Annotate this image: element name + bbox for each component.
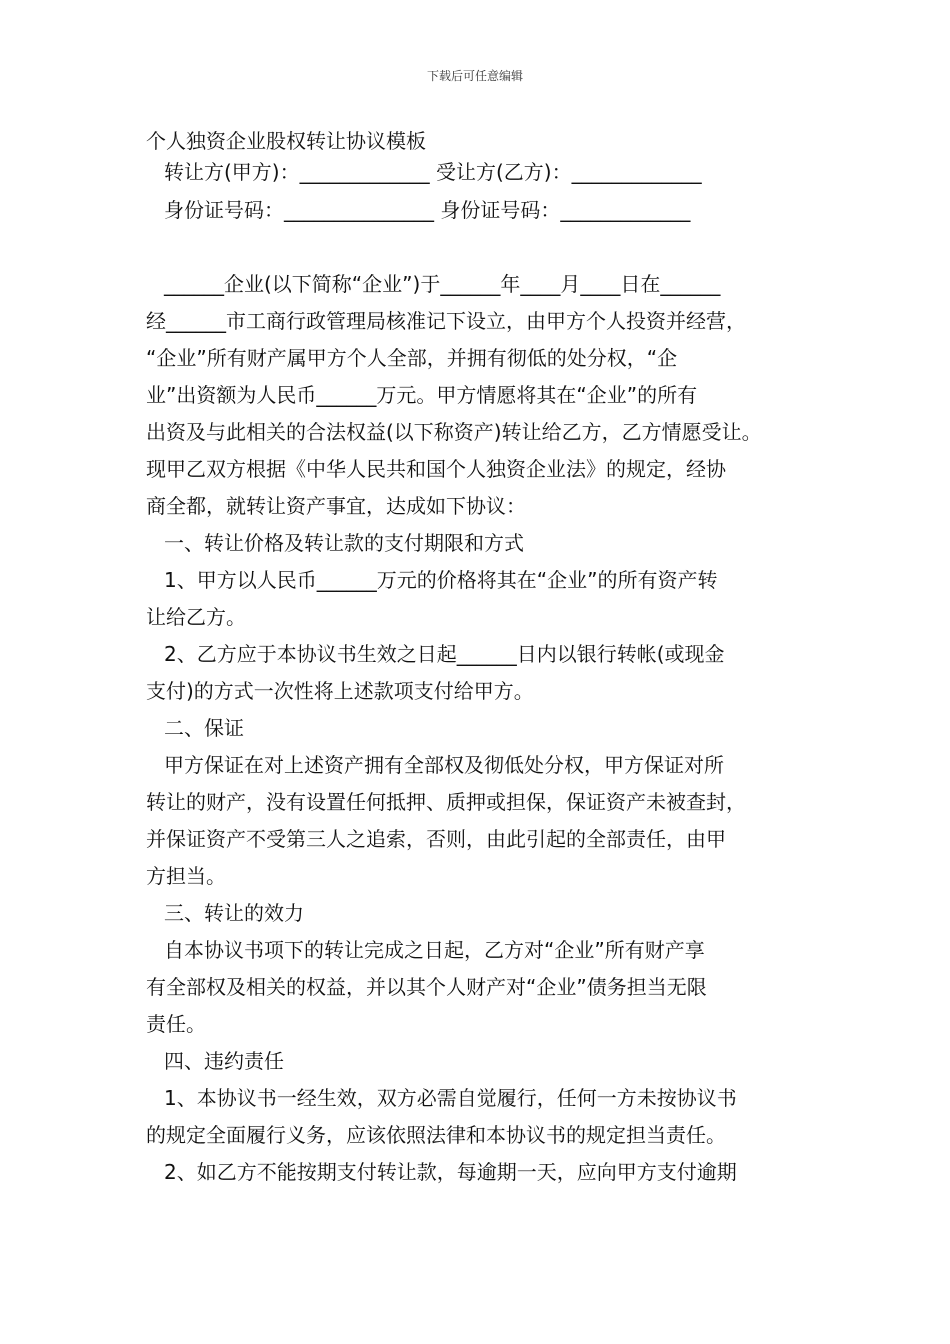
paragraph-line: 业”出资额为人民币______万元。甲方情愿将其在“企业”的所有 — [146, 383, 698, 407]
paragraph-line: 有全部权及相关的权益，并以其个人财产对“企业”债务担当无限 — [146, 975, 707, 999]
document-title: 个人独资企业股权转让协议模板 — [146, 129, 426, 153]
paragraph-line: ______企业(以下简称“企业”)于______年____月____日在______ — [164, 272, 721, 296]
paragraph-line: 自本协议书项下的转让完成之日起，乙方对“企业”所有财产享 — [164, 938, 705, 962]
paragraph-line: 2、乙方应于本协议书生效之日起______日内以银行转帐(或现金 — [164, 642, 725, 666]
paragraph-line: 并保证资产不受第三人之追索，否则，由此引起的全部责任，由甲 — [146, 827, 726, 851]
paragraph-line: 2、如乙方不能按期支付转让款，每逾期一天，应向甲方支付逾期 — [164, 1160, 737, 1184]
paragraph-line: 转让的财产，没有设置任何抵押、质押或担保，保证资产未被查封， — [146, 790, 746, 814]
section-heading: 三、转让的效力 — [164, 901, 304, 925]
paragraph-line: 1、本协议书一经生效，双方必需自觉履行，任何一方未按协议书 — [164, 1086, 737, 1110]
page-header-note: 下载后可任意编辑 — [426, 69, 523, 83]
paragraph-line: “企业”所有财产属甲方个人全部，并拥有彻低的处分权，“企 — [146, 346, 678, 370]
paragraph-line: 商全都，就转让资产事宜，达成如下协议： — [146, 494, 526, 518]
paragraph-line: 让给乙方。 — [146, 605, 246, 629]
section-heading: 二、保证 — [164, 716, 244, 740]
paragraph-line: 的规定全面履行义务，应该依照法律和本协议书的规定担当责任。 — [146, 1123, 726, 1147]
paragraph-line: 1、甲方以人民币______万元的价格将其在“企业”的所有资产转 — [164, 568, 718, 592]
paragraph-line: 方担当。 — [146, 864, 226, 888]
section-heading: 一、转让价格及转让款的支付期限和方式 — [164, 531, 524, 555]
paragraph-line: 甲方保证在对上述资产拥有全部权及彻低处分权，甲方保证对所 — [164, 753, 724, 777]
section-heading: 四、违约责任 — [164, 1049, 284, 1073]
parties-line: 转让方(甲方)：_____________ 受让方(乙方)：_____________ — [164, 160, 702, 184]
id-number-line: 身份证号码：_______________ 身份证号码：_____________ — [164, 198, 691, 222]
paragraph-line: 出资及与此相关的合法权益(以下称资产)转让给乙方，乙方情愿受让。 — [146, 420, 762, 444]
paragraph-line: 现甲乙双方根据《中华人民共和国个人独资企业法》的规定，经协 — [146, 457, 726, 481]
paragraph-line: 责任。 — [146, 1012, 206, 1036]
paragraph-line: 经______市工商行政管理局核准记下设立，由甲方个人投资并经营， — [146, 309, 746, 333]
paragraph-line: 支付)的方式一次性将上述款项支付给甲方。 — [146, 679, 534, 703]
